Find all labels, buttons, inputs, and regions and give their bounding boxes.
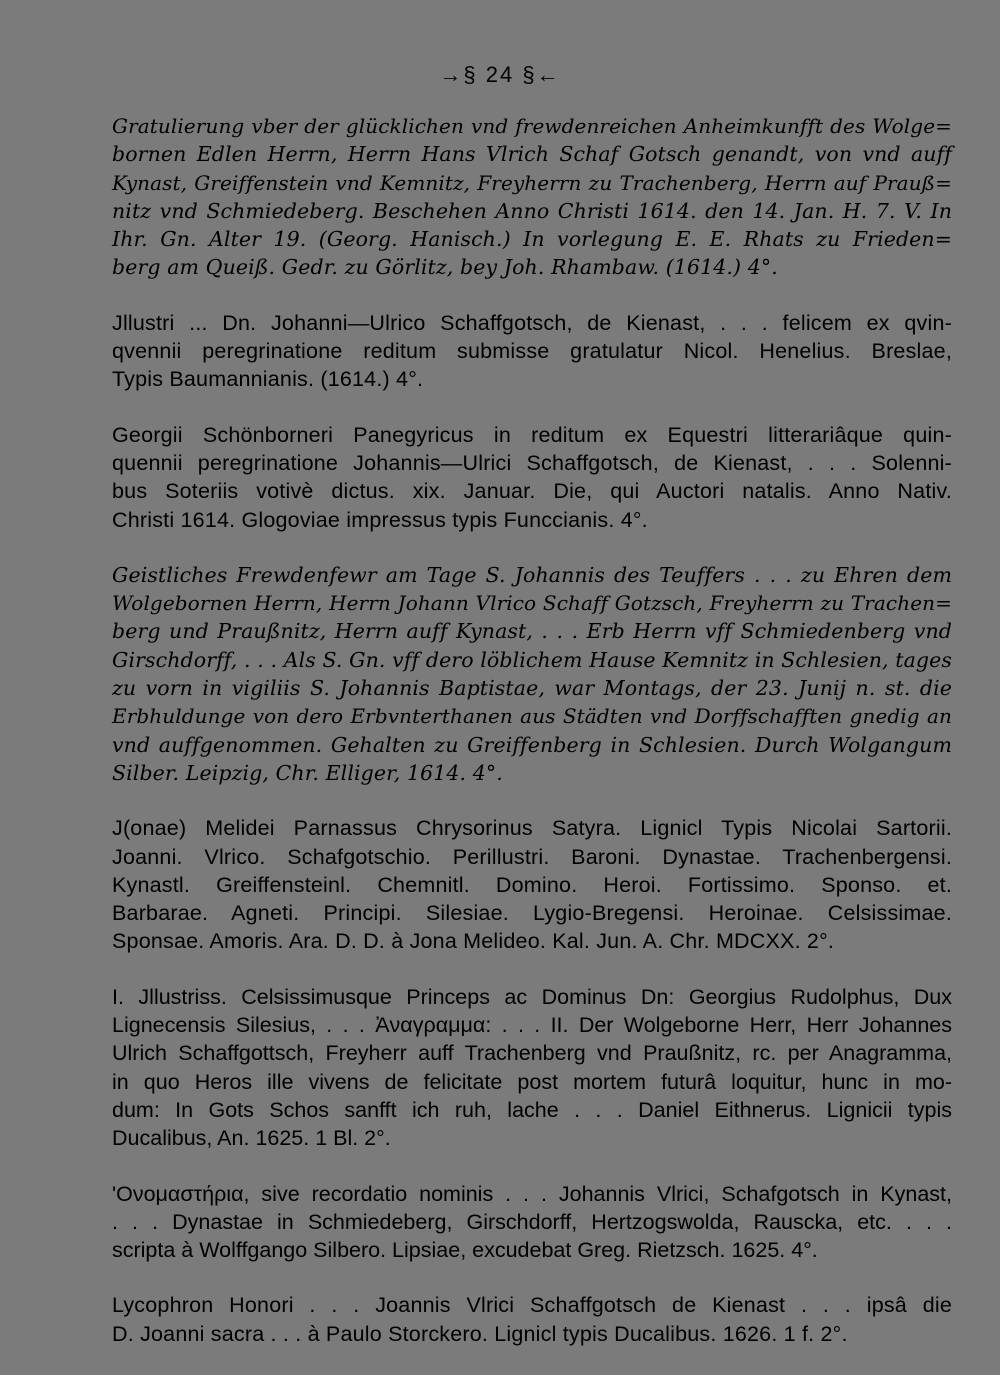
text-line: I. Jllustriss. Celsissimusque Princeps ac Dominus Dn: Georgius Rudolphus, Dux (112, 984, 952, 1009)
text-line: Ducalibus, An. 1625. 1 Bl. 2°. (112, 1126, 391, 1151)
text-line: vnd auffgenommen. Gehalten zu Greiffenberg in Schlesien. Durch Wolgangum (112, 732, 952, 757)
text-line: Erbhuldunge von dero Erbvnterthanen aus Städten vnd Dorffschafften gnedig an (112, 704, 952, 729)
bibliography-entry-illustriss (112, 983, 952, 1153)
text-line: quennii peregrinatione Johannis—Ulrici Schaffgotsch, de Kienast, . . . Solenni- (112, 450, 952, 475)
text-line: Wolgebornen Herrn, Herrn Johann Vlrico Schaff Gotzsch, Freyherrn zu Trachen= (112, 591, 952, 616)
text-line: Silber. Leipzig, Chr. Elliger, 1614. 4°. (112, 760, 503, 785)
text-line: scripta à Wolffgango Silbero. Lipsiae, excudebat Greg. Rietzsch. 1625. 4°. (112, 1238, 818, 1263)
bibliography-entry-geistliches (112, 561, 952, 787)
text-line: in quo Heros ille vivens de felicitate post mortem futurâ loquitur, hunc in mo- (112, 1069, 952, 1094)
text-line: berg am Queiß. Gedr. zu Görlitz, bey Joh. Rhambaw. (1614.) 4°. (112, 255, 778, 280)
text-line: qvennii peregrinatione reditum submisse gratulatur Nicol. Henelius. Breslae, (112, 339, 952, 364)
text-line: Kynastl. Greiffensteinl. Chemnitl. Domino. Heroi. Fortissimo. Sponso. et. (112, 872, 952, 897)
text-line: D. Joanni sacra . . . à Paulo Storckero. Lignicl typis Ducalibus. 1626. 1 f. 2°. (112, 1321, 848, 1346)
text-line: Lignecensis Silesius, . . . Ἀναγραμμα: . . . II. Der Wolgeborne Herr, Herr Johannes (112, 1013, 952, 1038)
text-line: bornen Edlen Herrn, Herrn Hans Vlrich Schaf Gotsch genandt, von vnd auff (112, 142, 952, 167)
text-line: Sponsae. Amoris. Ara. D. D. à Jona Melideo. Kal. Jun. A. Chr. MDCXX. 2°. (112, 929, 835, 954)
text-line: Kynast, Greiffenstein vnd Kemnitz, Freyherrn zu Trachenberg, Herrn auf Prauß= (112, 170, 952, 195)
bibliography-entry-illustri (112, 309, 952, 394)
text-line: nitz vnd Schmiedeberg. Beschehen Anno Christi 1614. den 14. Jan. H. 7. V. In (112, 198, 952, 223)
page-number: →§ 24 §← (439, 62, 561, 87)
text-line: Geistliches Frewdenfewr am Tage S. Johannis des Teuffers . . . zu Ehren dem (112, 562, 952, 587)
text-line: Lycophron Honori . . . Joannis Vlrici Schaffgotsch de Kienast . . . ipsâ die (112, 1293, 952, 1318)
text-line: Barbarae. Agneti. Principi. Silesiae. Lygio-Bregensi. Heroinae. Celsissimae. (112, 901, 952, 926)
bibliography-entry-gratulierung (112, 112, 952, 282)
text-line: dum: In Gots Schos sanfft ich ruh, lache . . . Daniel Eithnerus. Lignicii typis (112, 1097, 952, 1122)
text-line: Christi 1614. Glogoviae impressus typis Funccianis. 4°. (112, 507, 648, 532)
text-line: zu vorn in vigiliis S. Johannis Baptistae, war Montags, der 23. Junij n. st. die (112, 676, 952, 701)
text-line: Ihr. Gn. Alter 19. (Georg. Hanisch.) In vorlegung E. E. Rhats zu Frieden= (112, 227, 952, 252)
text-line: J(onae) Melidei Parnassus Chrysorinus Satyra. Lignicl Typis Nicolai Sartorii. (112, 816, 952, 841)
bibliography-content (112, 112, 952, 1375)
bibliography-entry-onomasteria (112, 1180, 952, 1265)
text-line: Joanni. Vlrico. Schafgotschio. Perillustri. Baroni. Dynastae. Trachenbergensi. (112, 844, 952, 869)
text-line: Typis Baumannianis. (1614.) 4°. (112, 367, 424, 392)
text-line: Jllustri ... Dn. Johanni—Ulrico Schaffgotsch, de Kienast, . . . felicem ex qvin- (112, 310, 952, 335)
bibliography-entry-melidei (112, 814, 952, 955)
text-line: . . . Dynastae in Schmiedeberg, Girschdorff, Hertzogswolda, Rauscka, etc. . . . (112, 1209, 952, 1234)
text-line: berg und Praußnitz, Herrn auff Kynast, . . . Erb Herrn vff Schmiedenberg vnd (112, 619, 952, 644)
text-line: 'Ονομαστήρια, sive recordatio nominis . . . Johannis Vlrici, Schafgotsch in Kynast, (112, 1181, 952, 1206)
bibliography-entry-schoenborneri (112, 421, 952, 534)
text-line: Ulrich Schaffgottsch, Freyherr auff Trachenberg vnd Praußnitz, rc. per Anagramma, (112, 1041, 952, 1066)
text-line: Gratulierung vber der glücklichen vnd frewdenreichen Anheimkunfft des Wolge= (112, 114, 952, 138)
text-line: Georgii Schönborneri Panegyricus in reditum ex Equestri litterariâque quin- (112, 422, 952, 447)
text-line: Girschdorff, . . . Als S. Gn. vff dero löblichem Hause Kemnitz in Schlesien, tages (112, 647, 952, 672)
bibliography-entry-lycophron (112, 1291, 952, 1348)
text-line: bus Soteriis votivè dictus. xix. Januar. Die, qui Auctori natalis. Anno Nativ. (112, 479, 952, 504)
